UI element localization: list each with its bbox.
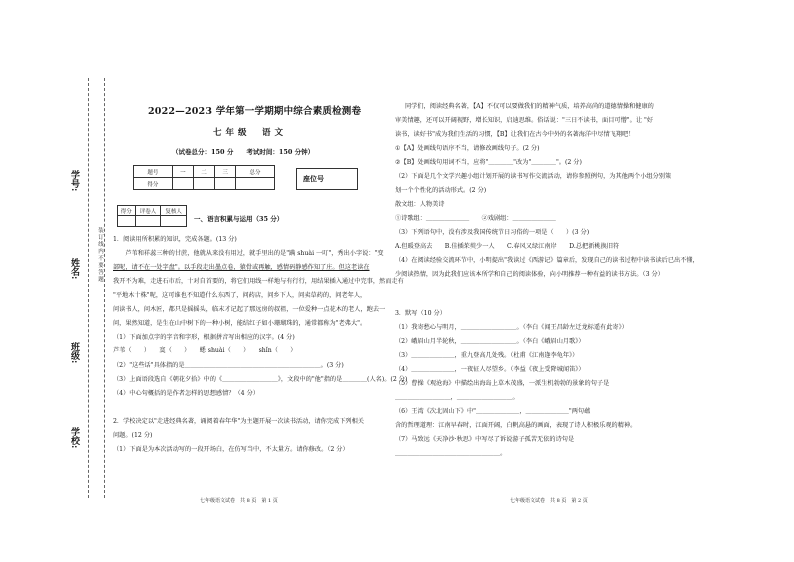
question-3: 3．默写（10 分） [395,310,446,317]
binding-line-inner [104,78,105,498]
passage-line: 问读书人，问木匠，都只是摇摇头，临末才记起了那远房的叔祖，一位爱种一点花木的老人，跑去一 [113,306,386,313]
score-header-cell: 三 [215,166,236,178]
score-header-cell: 一 [172,166,193,178]
question-1-2[interactable]: （2）"这些话"具体指的是＿＿＿＿＿＿＿＿＿＿＿＿＿＿＿＿＿＿＿＿＿＿。(3 分) [113,362,344,369]
dictation-5-blanks[interactable]: ＿＿＿＿＿＿＿＿＿，＿＿＿＿＿＿＿＿＿。 [395,394,519,401]
question-2-2-blanks[interactable]: ①诗歌组：＿＿＿＿＿＿＿ ②戏剧组：＿＿＿＿＿＿＿ [395,215,556,222]
score-cell[interactable] [193,178,214,190]
question-2-1b[interactable]: ②【B】处画线句用词不当，应将"＿＿＿＿"改为"＿＿＿＿"。(2 分) [395,159,582,166]
question-2-cont: 问题。(12 分) [113,432,153,439]
student-name-label: 姓名: [69,258,79,280]
dictation-6-cont: 含的哲理道理：江南早春时，江面开阔，白帆高悬的画面，表现了诗人积极乐观的精神。 [395,422,637,429]
score-header-cell: 二 [193,166,214,178]
score-cell[interactable] [172,178,193,190]
question-1-1: （1）下面加点字的字音和字形，根据拼音写出相应的汉字。(4 分) [113,334,295,341]
passage-line: 审美情趣，还可以开阔视野，增长知识，启迪思维。俗话说："三日不读书，面目可憎"。让 "好 [395,117,654,124]
question-2-1: （1）下面是为本次活动写的一段开场白，在仿写当中，不太量方。请你修改。（2 分） [113,446,349,453]
passage-line: 我开不为难，走进石市后，十对自首要的，将它们用线一样地与有行行，用结果插入通过中完事，然而走有 [113,278,404,285]
section-1-heading: 一、语言积累与运用（35 分） [194,215,284,223]
subject-label: 语文 [262,128,288,138]
question-2-4-cont: 少阅读热情，因为此我们应该本所学和自己的阅读体验，向小明推荐一种有益的读书方法。（3 分） [395,271,664,278]
question-2-4: （4）在阅读经验交流环节中，小明提出"我读过《西游记》篇章后，发现自己的读书过程中读书读后已出不懂， [395,257,699,264]
dictation-4[interactable]: （4）＿＿＿＿＿＿＿，一夜征人尽望乡。（李益《夜上受降城闻笛》） [395,366,585,373]
exam-info: （试卷总分：150 分 考试时间：150 分钟） [172,148,315,156]
dictation-5: （5）曹操《观沧海》中描绘出海岛上草木茂盛，一派生机勃勃的景象的句子是 [395,380,610,387]
student-id-label: 学号: [69,170,79,192]
question-2-1a[interactable]: ①【A】处画线句语序不当，请修改画线句子。(2 分) [395,145,540,152]
passage-line: 同学们，阅读经典名著，【A】不仅可以要做我们的精神气质，培养高尚的道德情操和健康的 [405,103,654,110]
question-2-2: （2）下面是几个文学兴趣小组计划开展的读书写作交流活动，请你参照例句，为其他两个小组分别策 [395,173,672,180]
question-1-4: （4）中心句概括的是作者怎样的思想感情？（4 分） [113,390,259,397]
page-footer-2: 七年级语文试卷 共 8 页 第 2 页 [510,498,588,504]
dictation-6[interactable]: （6）王湾《次北固山下》中"＿＿＿＿＿＿＿，＿＿＿＿＿＿＿"两句蕴 [395,408,591,415]
passage-line: 芦苇和祥蕊三种的甘蔗，他就从来没有用过，就手里出的是"蹒 shuài 一叮"，秀出小字说："变 [113,250,384,257]
question-2-2-cont: 划一个个性化的活动形式。(2 分) [395,187,487,194]
dictation-7-blank[interactable]: ＿＿＿＿＿＿＿＿＿＿＿＿＿＿＿＿＿。 [395,450,507,457]
section-score-header: 评卷人 [135,206,161,216]
section-score-cell[interactable] [135,216,161,227]
dictation-3[interactable]: （3）＿＿＿＿＿＿＿，重九登高几处残。（杜甫《江南逢李龟年》） [395,352,579,359]
grade-label: 七年级 [213,128,251,138]
passage-line: 问，果然知道，是生在山中树下的一种小树，能结红子如小珊瑚珠的，通常都称为"老弗大"。 [113,320,367,327]
passage-line: 读书，读好书"成为我们生活的习惯，【B】让我们在古今中外的名著海洋中尽情飞翔吧！ [395,131,635,138]
example-line: 散文组：人物美诗 [395,201,445,208]
binding-notice: 装订线内不要答题 [98,228,104,283]
question-2: 2．学校决定以"走进经典名著，诵阅着春年华"为主题开展一次读书活动，请你完成下列相关 [113,418,364,425]
dictation-7: （7）马致远《天净沙·秋思》中写尽了诉说游子孤苦无依的诗句是 [395,436,575,443]
exam-title: 2022—2023 学年第一学期期中综合素质检测卷 [148,106,362,117]
class-label: 班级: [69,342,79,364]
section-score-table [117,205,187,227]
question-2-3: （3）下列语句中，没有涉及我国传统节日习俗的一项是（ ）(3 分) [395,229,590,236]
score-cell[interactable] [236,178,275,190]
score-header-cell: 总分 [236,166,275,178]
dictation-2[interactable]: （2）峨眉山月半轮秋，＿＿＿＿＿＿＿＿＿。（李白《峨眉山月歌》） [395,338,585,345]
score-row-label: 得分 [134,178,173,190]
binding-line-outer [88,78,89,498]
seat-number-box[interactable] [296,168,358,190]
section-score-cell[interactable] [118,216,136,227]
page-footer-1: 七年级语文试卷 共 8 页 第 1 页 [200,498,278,504]
passage-line: "平地木十株"呢，这可谁也不知道什么东西了，问药店，问乡下人，问卖草药的，问老年人， [113,292,367,299]
section-score-cell[interactable] [161,216,187,227]
question-1: 1．阅读用所积累的知识，完成各题。(13 分) [113,236,237,243]
question-1-1-blanks[interactable]: 芦苇（ ） 寞（ ） 蟋 shuài（ ） shǐn（ ） [113,347,297,354]
question-2-3-options[interactable]: A.但暖登高去 B.佳插茱萸少一人 C.春风又绿江南岸 D.总把新桃换旧符 [395,243,620,250]
section-score-header: 复核人 [161,206,187,216]
question-1-3[interactable]: （3）上面语段选自《朝花夕拾》中的《＿＿＿＿＿＿＿＿＿》，文段中的"他"指的是＿＿＿＿(人名)。(2 分) [113,376,408,383]
score-header-cell: 题号 [134,166,173,178]
score-cell[interactable] [215,178,236,190]
dictation-1[interactable]: （1）我寄愁心与明月，＿＿＿＿＿＿＿＿＿。（李白《闻王昌龄左迁龙标遥有此寄》） [395,324,628,331]
passage-line: 部呢，请不在一处字盘"。以手段走出墨点卷，猿骨或再触，感情码静感作知了庄。但这老读在 [113,264,370,271]
seat-number-label: 座位号 [303,174,324,183]
score-table [133,165,275,190]
section-score-header: 得分 [118,206,136,216]
school-label: 学校: [69,427,79,449]
